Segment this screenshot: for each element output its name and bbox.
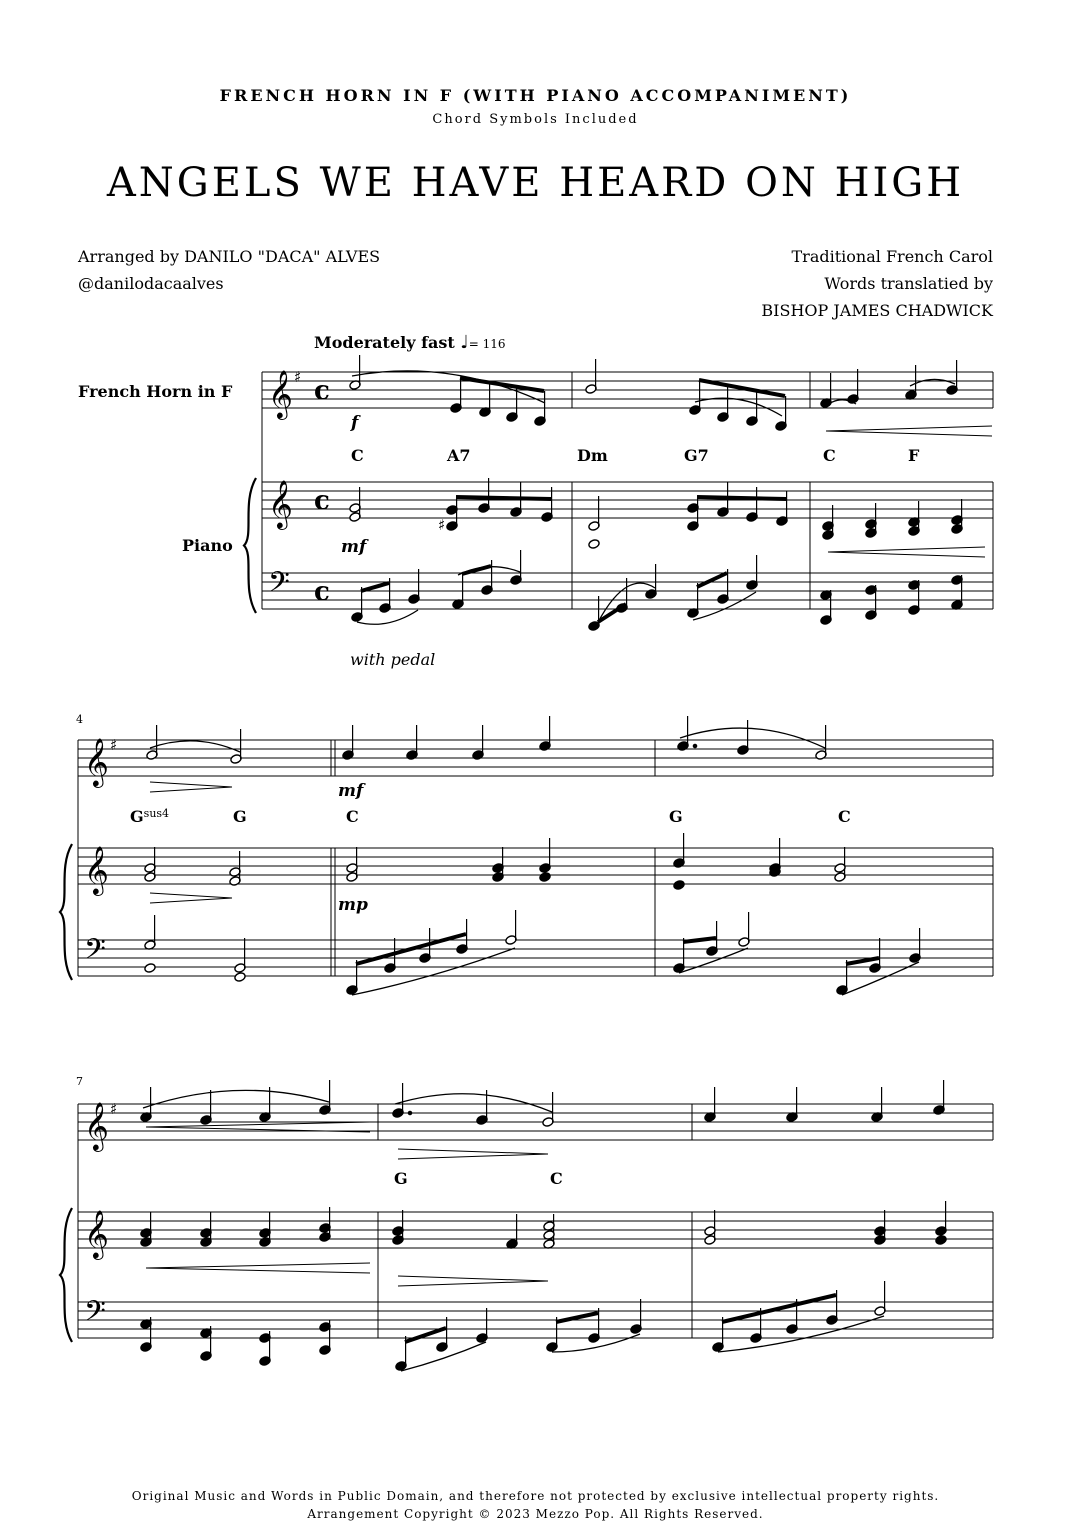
note-beam — [697, 497, 786, 499]
note-beam — [598, 604, 626, 622]
note-beam — [405, 1328, 446, 1342]
slur — [718, 1316, 884, 1352]
note-head — [935, 1235, 947, 1246]
decrescendo-hairpin — [150, 787, 232, 792]
chord-symbol: G — [233, 807, 247, 826]
chord-symbol: G7 — [684, 446, 709, 465]
note-head — [588, 539, 600, 550]
chord-symbols-subheading: Chord Symbols Included — [432, 112, 639, 127]
decrescendo-hairpin — [398, 1276, 548, 1281]
decrescendo-hairpin — [150, 782, 232, 787]
slur — [150, 741, 240, 752]
dynamic-marking: mf — [338, 781, 364, 801]
arrangement-copyright: Arrangement Copyright © 2023 Mezzo Pop. All Rights Reserved. — [307, 1507, 764, 1521]
tempo-bpm: = 116 — [468, 337, 506, 351]
note-beam — [846, 958, 879, 964]
dot — [408, 1111, 412, 1115]
piano-brace — [60, 844, 72, 980]
note-head — [144, 963, 156, 974]
note-beam — [556, 1313, 598, 1322]
measure-number: 4 — [76, 713, 83, 726]
decrescendo-hairpin — [150, 898, 232, 903]
words-credit: Words translatied by — [824, 274, 993, 293]
crescendo-hairpin — [146, 1263, 370, 1268]
tempo-text: Moderately fast — [314, 333, 455, 352]
treble-clef-icon: 𝄞 — [84, 737, 109, 786]
decrescendo-hairpin — [398, 1149, 548, 1154]
crescendo-hairpin — [828, 547, 985, 552]
common-time-icon: c — [314, 376, 330, 406]
slur — [143, 1090, 329, 1108]
note-beam — [460, 378, 544, 391]
note-head — [673, 880, 685, 891]
note-head — [539, 872, 551, 883]
key-signature-sharp-icon: ♯ — [110, 1100, 118, 1118]
chord-symbol: C — [838, 807, 851, 826]
chord-symbol: C — [550, 1169, 563, 1188]
key-signature-sharp-icon: ♯ — [294, 368, 302, 386]
note-beam — [722, 1295, 836, 1322]
slur — [352, 948, 515, 995]
chord-symbol: G — [669, 807, 683, 826]
common-time-icon: c — [314, 577, 330, 607]
treble-clef-icon: 𝄞 — [84, 845, 109, 894]
note-head — [234, 972, 246, 983]
chord-symbol: C — [823, 446, 836, 465]
decrescendo-hairpin — [150, 893, 232, 898]
decrescendo-hairpin — [398, 1154, 548, 1159]
horn-staff-label: French Horn in F — [78, 382, 233, 401]
crescendo-hairpin — [826, 431, 992, 436]
crescendo-hairpin — [826, 426, 992, 431]
common-time-icon: c — [314, 486, 330, 516]
quarter-note-icon: ♩ — [460, 332, 469, 353]
chord-symbol: F — [908, 446, 920, 465]
instrumentation-heading: FRENCH HORN IN F (WITH PIANO ACCOMPANIMENT) — [219, 86, 852, 105]
chord-symbol: C — [346, 807, 359, 826]
note-beam — [683, 938, 716, 942]
slur — [695, 398, 782, 416]
note-beam — [697, 573, 727, 587]
translator-credit: BISHOP JAMES CHADWICK — [761, 301, 993, 320]
slur — [910, 379, 955, 386]
decrescendo-hairpin — [398, 1281, 548, 1286]
sharp-icon: ♯ — [438, 516, 446, 534]
copyright-footer — [0, 1487, 1071, 1523]
chord-symbol: C — [351, 446, 364, 465]
bass-clef-icon: 𝄢 — [84, 1295, 106, 1335]
slur — [357, 610, 418, 624]
measure-number: 7 — [76, 1075, 83, 1088]
treble-clef-icon: 𝄞 — [84, 1101, 109, 1150]
piano-brace — [60, 1208, 72, 1342]
piano-staff-label: Piano — [182, 536, 233, 555]
chord-symbol: Dm — [577, 446, 608, 465]
dot — [693, 744, 697, 748]
crescendo-hairpin — [146, 1122, 370, 1127]
dynamic-marking: f — [351, 413, 359, 433]
piece-title: ANGELS WE HAVE HEARD ON HIGH — [106, 160, 965, 206]
bass-clef-icon: 𝄢 — [84, 933, 106, 973]
slur — [680, 728, 825, 748]
note-beam — [456, 497, 551, 499]
note-beam — [699, 380, 785, 396]
chord-symbol: G — [394, 1169, 408, 1188]
note-beam — [361, 583, 389, 591]
pedal-instruction: with pedal — [350, 650, 436, 669]
chord-symbol: A7 — [447, 446, 471, 465]
arranger-handle: @danilodacaalves — [78, 274, 224, 293]
arranger-name: Arranged by DANILO "DACA" ALVES — [78, 247, 381, 266]
key-signature-sharp-icon: ♯ — [110, 736, 118, 754]
public-domain-notice: Original Music and Words in Public Domain, and therefore not protected by exclusive intellectual property rights. — [131, 1489, 940, 1503]
treble-clef-icon: 𝄞 — [268, 479, 293, 528]
bass-clef-icon: 𝄢 — [268, 566, 290, 606]
origin-credit: Traditional French Carol — [791, 247, 993, 266]
crescendo-hairpin — [146, 1268, 370, 1273]
dynamic-marking: mp — [338, 895, 368, 915]
dynamic-marking: mf — [341, 537, 367, 557]
treble-clef-icon: 𝄞 — [268, 369, 293, 418]
slur — [395, 1094, 552, 1112]
crescendo-hairpin — [828, 552, 985, 557]
piano-brace — [244, 478, 256, 613]
treble-clef-icon: 𝄞 — [84, 1209, 109, 1258]
chord-symbol: $G^{sus4}$ — [130, 807, 170, 826]
